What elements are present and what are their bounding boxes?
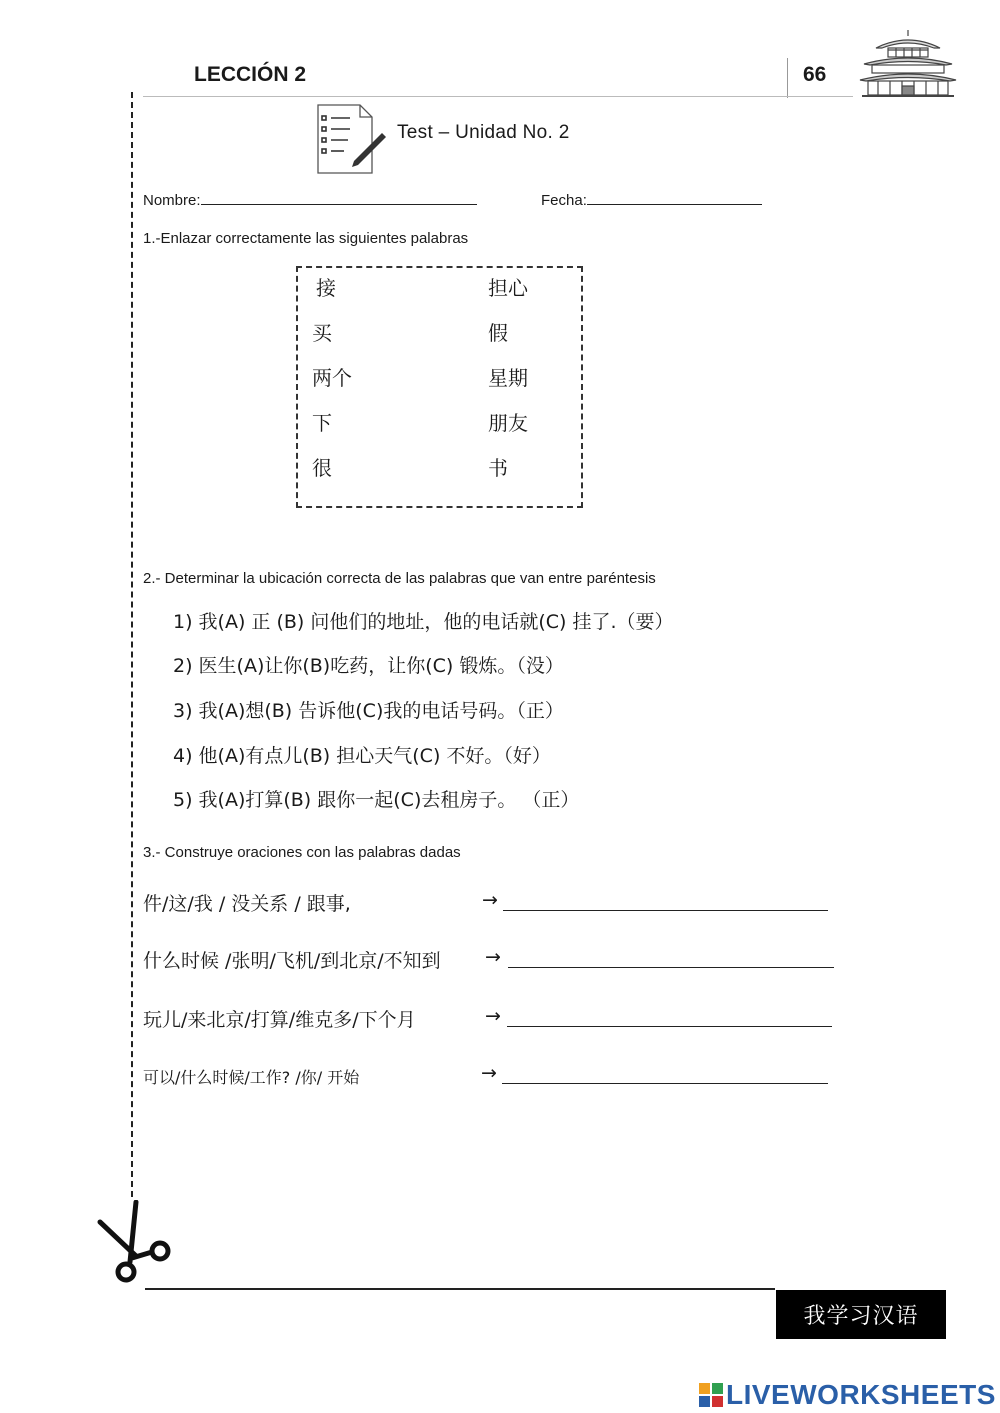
question-3-words: 可以/什么时候/工作? /你/ 开始 (143, 1068, 360, 1087)
answer-line[interactable] (502, 1083, 828, 1084)
test-title: Test – Unidad No. 2 (397, 122, 570, 143)
question-3-words: 什么时候 /张明/飞机/到北京/不知到 (143, 950, 441, 972)
match-right-item[interactable]: 担心 (488, 276, 528, 300)
question-2-item: 1) 我(A) 正 (B) 问他们的地址，他的电话就(C) 挂了.（要） (173, 611, 674, 633)
name-input-line[interactable] (201, 192, 477, 205)
match-left-item[interactable]: 很 (312, 456, 332, 480)
match-right-item[interactable]: 星期 (488, 366, 528, 390)
checklist-icon (314, 103, 388, 177)
question-2-item: 2) 医生(A)让你(B)吃药，让你(C) 锻炼。（没） (173, 655, 564, 677)
cut-line (131, 92, 133, 1197)
match-left-item[interactable]: 买 (312, 321, 332, 345)
matching-left-column (312, 266, 352, 491)
match-right-item[interactable]: 书 (488, 456, 508, 480)
match-left-item[interactable]: 下 (312, 411, 332, 435)
question-2-item: 4) 他(A)有点儿(B) 担心天气(C) 不好。（好） (173, 745, 551, 767)
question-3-title: 3.- Construye oraciones con las palabras dadas (143, 844, 461, 861)
answer-line[interactable] (503, 910, 828, 911)
question-2-item: 5) 我(A)打算(B) 跟你一起(C)去租房子。 （正） (173, 789, 580, 811)
arrow-icon: → (485, 1005, 501, 1027)
date-label: Fecha: (541, 192, 587, 209)
question-2-title: 2.- Determinar la ubicación correcta de las palabras que van entre paréntesis (143, 570, 656, 587)
question-2-item: 3) 我(A)想(B) 告诉他(C)我的电话号码。（正） (173, 700, 564, 722)
matching-right-column (488, 266, 528, 491)
liveworksheets-brand: LIVEWORKSHEETS (726, 1379, 996, 1410)
question-1-title: 1.-Enlazar correctamente las siguientes palabras (143, 230, 469, 247)
footer-banner: 我学习汉语 (776, 1290, 946, 1339)
question-3-words: 玩儿/来北京/打算/维克多/下个月 (143, 1009, 416, 1031)
match-left-item[interactable]: 接 (316, 276, 336, 300)
arrow-icon: → (485, 946, 501, 968)
name-field[interactable] (143, 192, 477, 209)
arrow-icon: → (481, 1062, 497, 1084)
page-number: 66 (803, 63, 827, 86)
match-right-item[interactable]: 朋友 (488, 411, 528, 435)
header-rule (143, 96, 853, 97)
answer-line[interactable] (508, 967, 834, 968)
lesson-title: LECCIÓN 2 (194, 63, 307, 86)
match-right-item[interactable]: 假 (488, 321, 508, 345)
scissors-icon (96, 1200, 176, 1284)
date-input-line[interactable] (587, 192, 762, 205)
arrow-icon: → (482, 889, 498, 911)
liveworksheets-logo (698, 1379, 996, 1411)
question-3-words: 件/这/我 / 没关系 / 跟事, (143, 893, 351, 915)
match-left-item[interactable]: 两个 (312, 366, 352, 390)
liveworksheets-logo-icon (698, 1382, 724, 1408)
date-field[interactable] (541, 192, 762, 209)
header-divider (787, 58, 788, 98)
answer-line[interactable] (507, 1026, 832, 1027)
bottom-rule (145, 1288, 775, 1290)
name-label: Nombre: (143, 192, 201, 209)
temple-icon (858, 28, 958, 100)
